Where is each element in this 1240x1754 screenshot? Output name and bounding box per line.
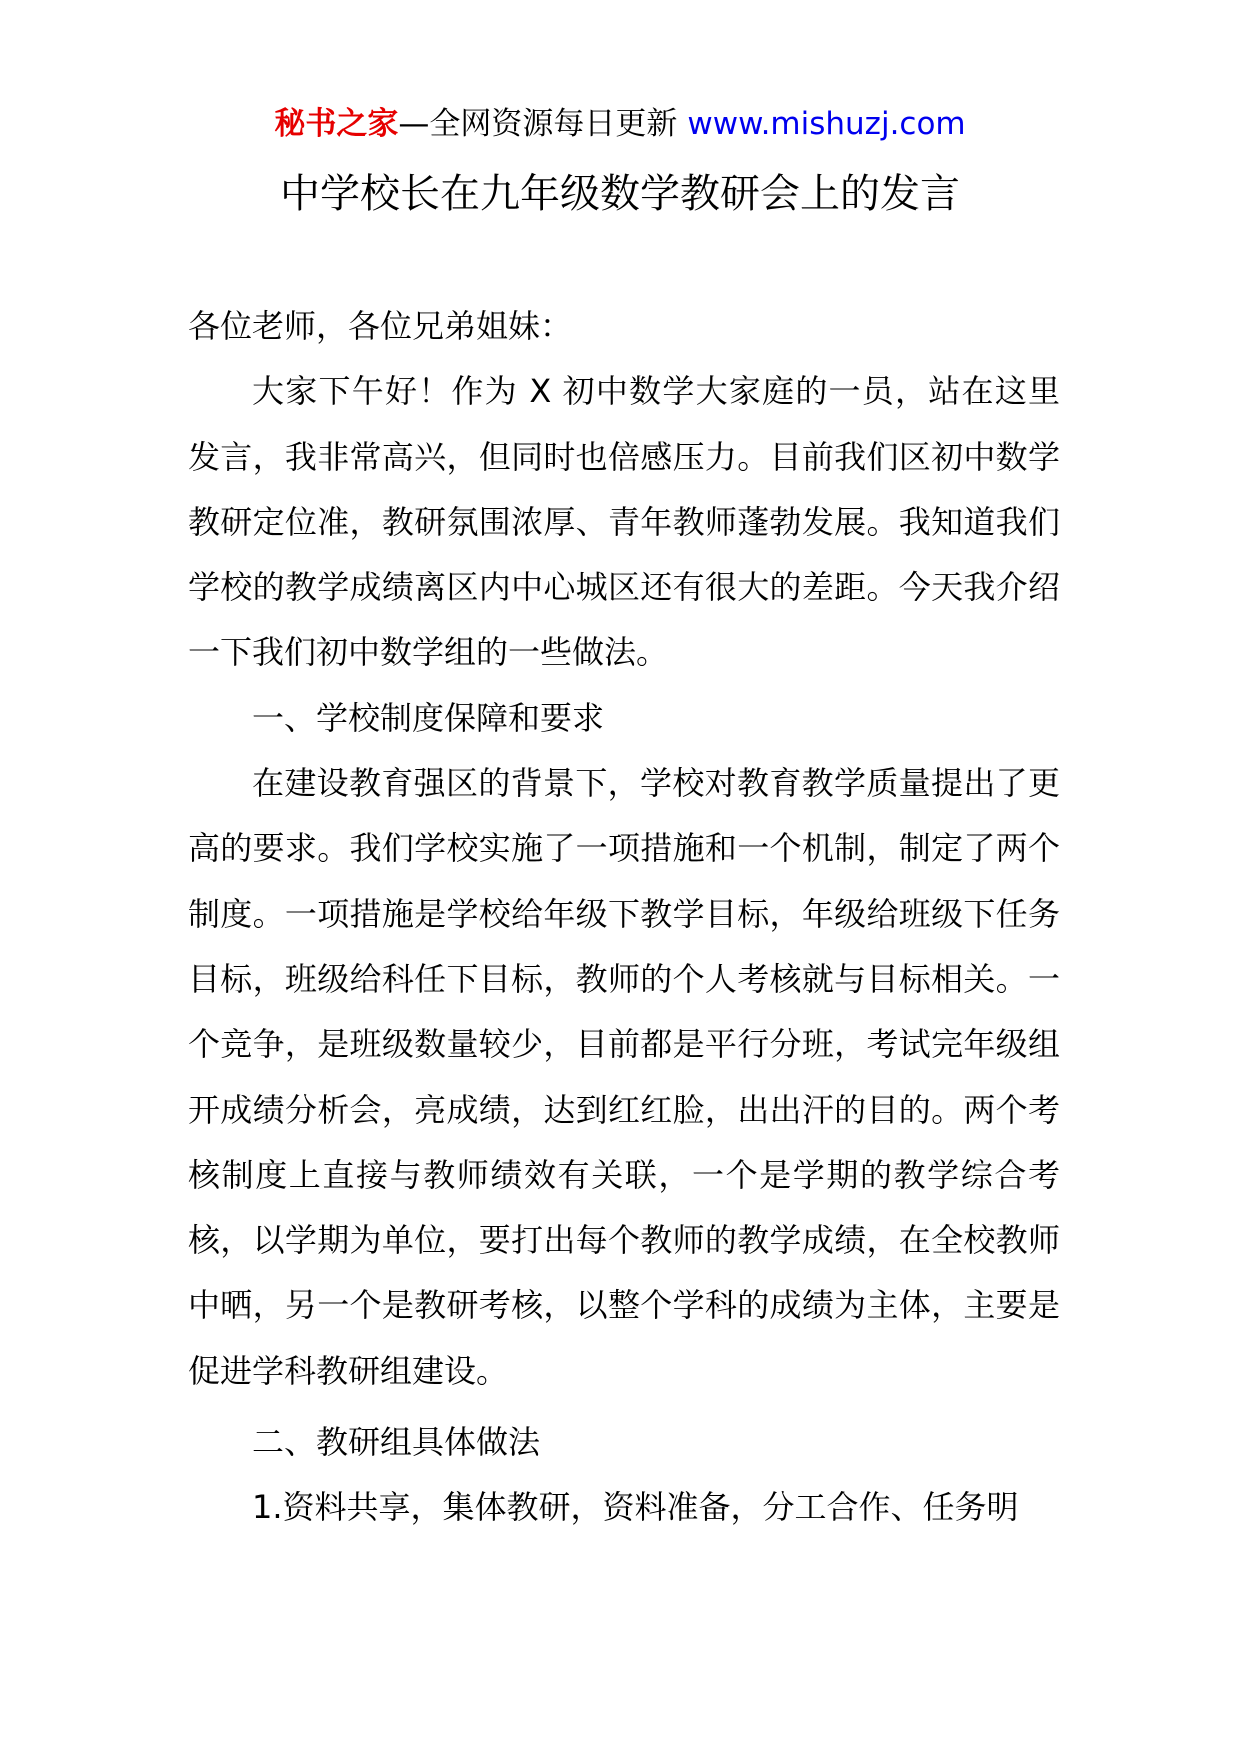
paragraph-school-system: 在建设教育强区的背景下，学校对教育教学质量提出了更高的要求。我们学校实施了一项措施和一个机制，制定了两个制度。一项措施是学校给年级下教学目标，年级给班级下任务目标，班级给科任下目标，教师的个人考核就与目标相关。一个竞争，是班级数量较少，目前都是平行分班，考试完年级组开成绩分析会，亮成绩，达到红红脸，出出汗的目的。两个考核制度上直接与教师绩效有关联，一个是学期的教学综合考核，以学期为单位，要打出每个教师的教学成绩，在全校教师中晒，另一个是教研考核，以整个学科的成绩为主体，主要是促进学科教研组建设。	[188, 764, 1060, 1390]
site-url-link[interactable]: www.mishuzj.com	[687, 106, 966, 142]
section-heading-2: 二、教研组具体做法	[252, 1423, 541, 1462]
section-heading-1: 一、学校制度保障和要求	[252, 698, 605, 737]
document-title: 中学校长在九年级数学教研会上的发言	[280, 171, 960, 217]
brand-name: 秘书之家	[274, 106, 399, 142]
document-body	[188, 294, 1060, 1541]
header-slogan: —全网资源每日更新	[398, 106, 678, 142]
paragraph-item-1: 1.资料共享，集体教研，资料准备，分工合作、任务明	[252, 1488, 1019, 1527]
paragraph-intro: 大家下午好！作为 X 初中数学大家庭的一员，站在这里发言，我非常高兴，但同时也倍感压力。目前我们区初中数学教研定位准，教研氛围浓厚、青年教师蓬勃发展。我知道我们学校的教学成绩离区内中心城区还有很大的差距。今天我介绍一下我们初中数学组的一些做法。	[188, 372, 1060, 672]
salutation: 各位老师，各位兄弟姐妹：	[188, 307, 573, 345]
site-header	[0, 102, 1240, 146]
